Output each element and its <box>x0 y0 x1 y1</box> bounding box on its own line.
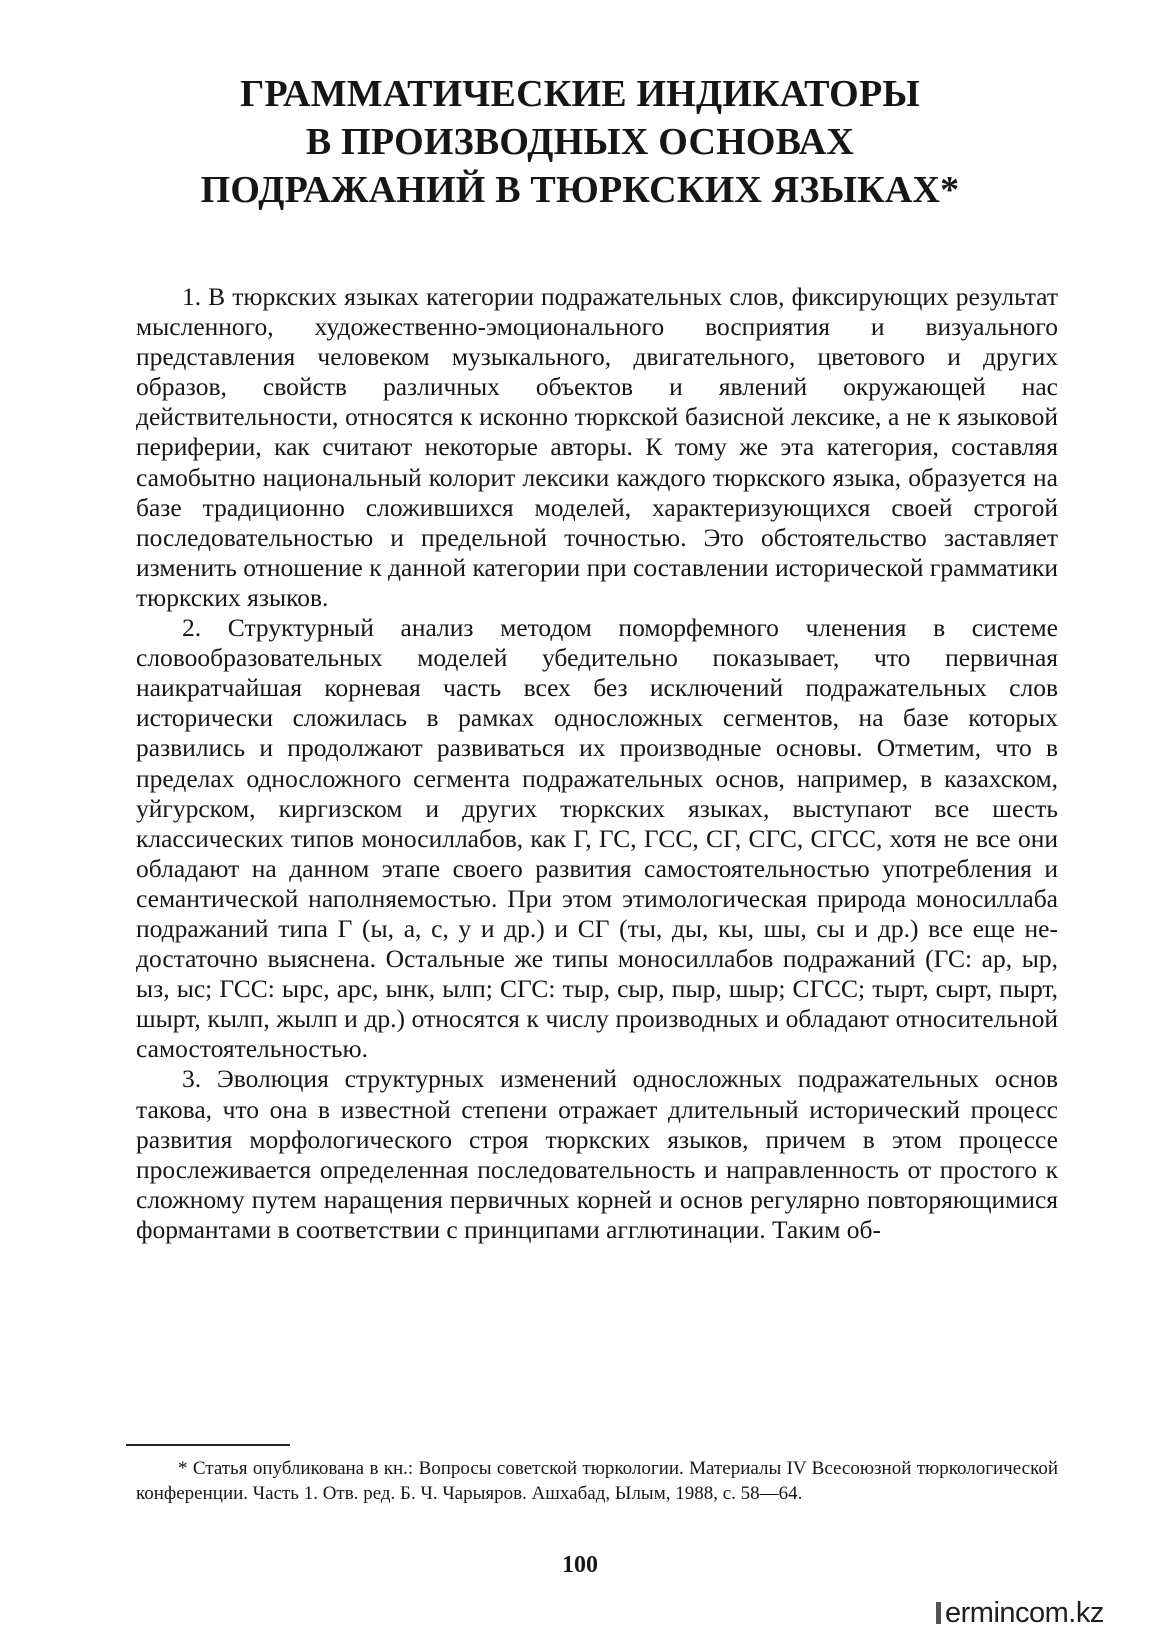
paragraph-1: 1. В тюркских языках категории подражательных слов, фиксирующих результат мысленного, художественно-эмоционального восприятия и визуального представления человеком музыкального, двигательного, цветового и других образов, свойств различных объектов и явлений окружающей нас действительности, относятся к исконно тюркской базисной лексике, а не к языковой периферии, как считают некоторые авторы. К тому же эта категория, составляя самобытно национальный колорит лексики каждого тюркского языка, образуется на базе традиционно сложившихся моделей, характеризующихся своей строгой последовательностью и предельной точностью. Это обстоятельство заставляет изменить отношение к данной категории при составлении исторической грамматики тюркских языков. <box>136 282 1058 612</box>
paragraph-2: 2. Структурный анализ методом поморфемного членения в системе словообразовательных моделей убедительно показывает, что первичная наикратчайшая корневая часть всех без исключений подражательных слов исторически сложилась в рамках односложных сегментов, на базе которых развились и продолжают развиваться их производные основы. Отметим, что в пределах односложного сегмента подражательных основ, например, в казахском, уйгурском, киргизском и других тюркских языках, выступают все шесть классических типов моносиллабов, как Г, ГС, ГСС, СГ, СГС, СГСС, хотя не все они обладают на данном этапе своего развития самостоятельностью употребления и семантической наполняемостью. При этом этимологическая природа моносиллаба подражаний типа Г (ы, а, с, у и др.) и СГ (ты, ды, кы, шы, сы и др.) все еще недостаточно выяснена. Остальные же типы моносиллабов подражаний (ГС: ар, ыр, ыз, ыс; ГСС: ырс, арс, ынк, ылп; СГС: тыр, сыр, пыр, шыр; СГСС; тырт, сырт, пырт, шырт, кылп, жылп и др.) относятся к числу производных и обладают относительной самостоятельностью. <box>136 613 1058 1064</box>
paragraph-3: 3. Эволюция структурных изменений односложных подражательных основ такова, что она в известной степени отражает длительный исторический процесс развития морфологического строя тюркских языков, причем в этом процессе прослеживается определенная последовательность и направленность от простого к сложному путем наращения первичных корней и основ регулярно повторяющимися формантами в соответствии с принципами агглютинации. Таким об- <box>136 1064 1058 1244</box>
title-line-1: ГРАММАТИЧЕСКИЕ ИНДИКАТОРЫ <box>240 73 920 115</box>
footnote: * Статья опубликована в кн.: Вопросы советской тюркологии. Материалы IV Всесоюзной тюркологической конференции. Часть 1. Отв. ред. Б. Ч. Чарыяров. Ашхабад, Ылым, 1988, с. 58—64. <box>136 1458 1058 1504</box>
article-title <box>130 70 1030 214</box>
site-watermark <box>936 1598 1136 1628</box>
watermark-logo-icon <box>936 1602 941 1624</box>
article-body <box>136 282 1058 1245</box>
title-line-3: ПОДРАЖАНИЙ В ТЮРКСКИХ ЯЗЫКАХ* <box>200 169 960 211</box>
page-number: 100 <box>562 1552 598 1578</box>
footnote-divider <box>126 1444 290 1446</box>
watermark-text: ermincom.kz <box>945 1597 1104 1629</box>
title-line-2: В ПРОИЗВОДНЫХ ОСНОВАХ <box>305 121 855 163</box>
